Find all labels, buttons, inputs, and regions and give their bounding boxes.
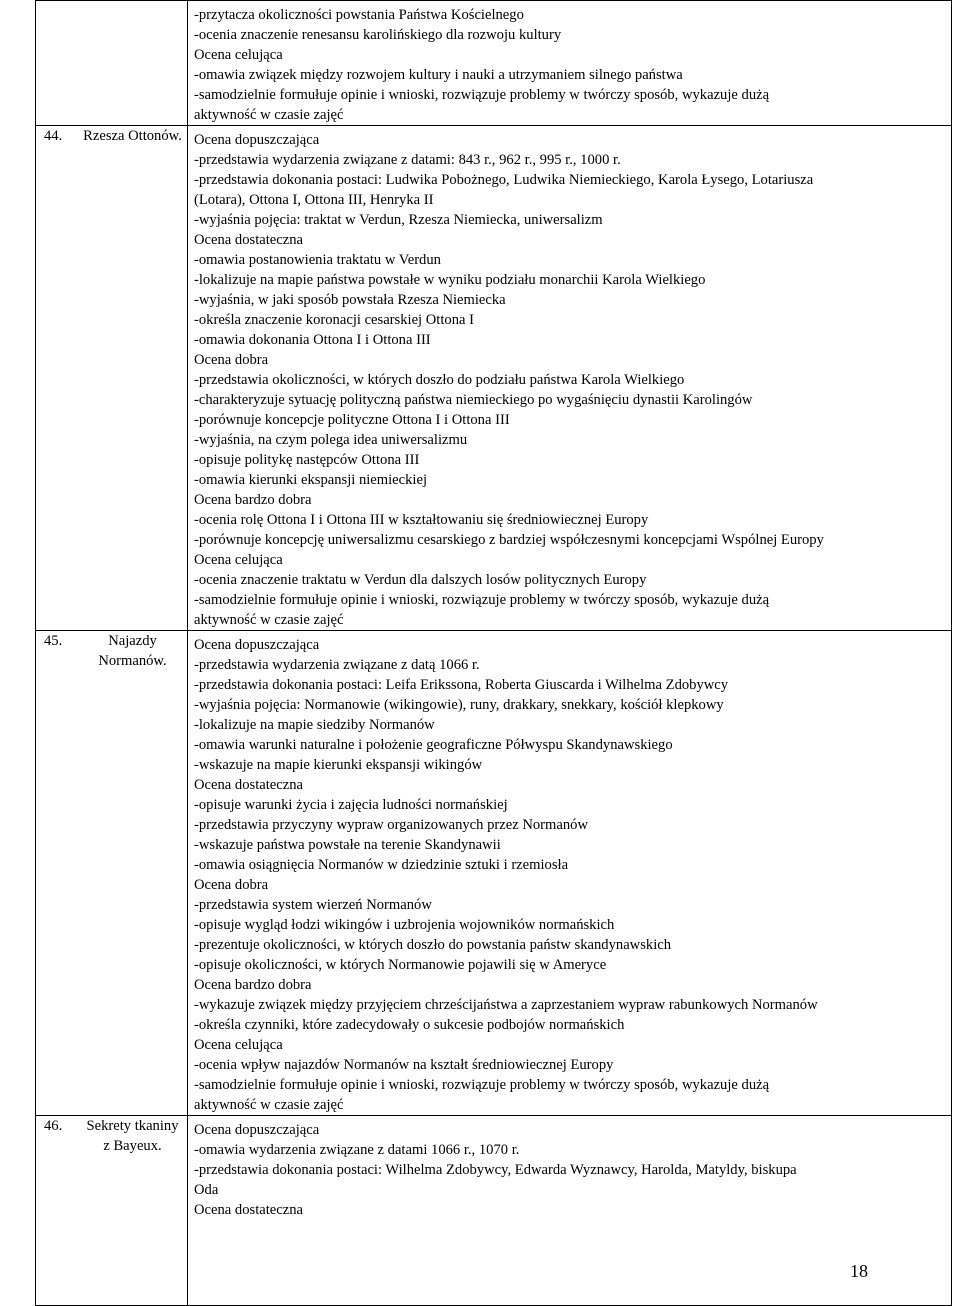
table-row — [36, 631, 952, 1116]
requirement-line: -omawia kierunki ekspansji niemieckiej — [194, 472, 428, 488]
requirement-line: -samodzielnie formułuje opinie i wnioski, rozwiązuje problemy w twórczy sposób, wykazuje dużą — [194, 1077, 770, 1093]
lesson-number: 44. — [44, 128, 63, 144]
requirement-line: Ocena dostateczna — [194, 777, 303, 793]
requirement-line: -przedstawia wydarzenia związane z datą 1066 r. — [194, 657, 480, 673]
page-number: 18 — [850, 1261, 868, 1281]
table-body — [36, 1, 952, 1306]
requirement-line: -opisuje warunki życia i zajęcia ludności normańskiej — [194, 797, 508, 813]
requirement-line: -omawia postanowienia traktatu w Verdun — [194, 252, 441, 268]
requirement-line: -wyjaśnia, na czym polega idea uniwersalizmu — [194, 432, 468, 448]
requirement-line: Ocena celująca — [194, 47, 283, 63]
requirement-line: aktywność w czasie zajęć — [194, 612, 344, 628]
requirement-line: Ocena celująca — [194, 552, 283, 568]
requirement-line: -ocenia znaczenie renesansu karolińskiego dla rozwoju kultury — [194, 27, 562, 43]
requirement-line: -wskazuje na mapie kierunki ekspansji wikingów — [194, 757, 483, 773]
requirement-line: -ocenia rolę Ottona I i Ottona III w kształtowaniu się średniowiecznej Europy — [194, 512, 649, 528]
lesson-cell — [36, 631, 188, 1116]
requirements-cell — [188, 1116, 952, 1306]
requirement-line: -przedstawia wydarzenia związane z datami: 843 r., 962 r., 995 r., 1000 r. — [194, 152, 621, 168]
requirement-line: -opisuje okoliczności, w których Normanowie pojawili się w Ameryce — [194, 957, 607, 973]
requirement-line: -przedstawia dokonania postaci: Ludwika Pobożnego, Ludwika Niemieckiego, Karola Łysego, Lotariusza — [194, 172, 814, 188]
requirement-line: -przedstawia dokonania postaci: Wilhelma Zdobywcy, Edwarda Wyznawcy, Harolda, Matyldy, biskupa — [194, 1162, 797, 1178]
requirement-line: -prezentuje okoliczności, w których doszło do powstania państw skandynawskich — [194, 937, 672, 953]
requirement-line: Ocena celująca — [194, 1037, 283, 1053]
requirement-line: (Lotara), Ottona I, Ottona III, Henryka II — [194, 192, 434, 208]
requirement-line: -samodzielnie formułuje opinie i wnioski, rozwiązuje problemy w twórczy sposób, wykazuje dużą — [194, 592, 770, 608]
requirement-line: -przedstawia system wierzeń Normanów — [194, 897, 432, 913]
requirements-list — [188, 1, 951, 125]
requirement-line: -porównuje koncepcję uniwersalizmu cesarskiego z bardziej współczesnymi koncepcjami Wspólnej Europy — [194, 532, 824, 548]
requirements-cell — [188, 1, 952, 126]
requirement-line: -charakteryzuje sytuację polityczną państwa niemieckiego po wygaśnięciu dynastii Karolingów — [194, 392, 753, 408]
lesson-cell — [36, 1116, 188, 1306]
requirement-line: -lokalizuje na mapie siedziby Normanów — [194, 717, 435, 733]
requirement-line: -wykazuje związek między przyjęciem chrześcijaństwa a zaprzestaniem wypraw rabunkowych Normanów — [194, 997, 818, 1013]
requirements-list — [188, 1116, 951, 1220]
requirement-line: -przedstawia dokonania postaci: Leifa Erikssona, Roberta Giuscarda i Wilhelma Zdobywcy — [194, 677, 729, 693]
requirements-list — [188, 126, 951, 630]
requirement-line: aktywność w czasie zajęć — [194, 107, 344, 123]
requirement-line: -opisuje politykę następców Ottona III — [194, 452, 420, 468]
requirement-line: Oda — [194, 1182, 219, 1198]
requirement-line: -wskazuje państwa powstałe na terenie Skandynawii — [194, 837, 501, 853]
requirement-line: -opisuje wygląd łodzi wikingów i uzbrojenia wojowników normańskich — [194, 917, 615, 933]
requirement-line: Ocena dopuszczająca — [194, 1122, 320, 1138]
lesson-number: 45. — [44, 633, 63, 649]
requirement-line: Ocena dostateczna — [194, 232, 303, 248]
lesson-topic: Sekrety tkaniny z Bayeux. — [86, 1118, 179, 1154]
requirement-line: Ocena dopuszczająca — [194, 132, 320, 148]
requirement-line: -omawia dokonania Ottona I i Ottona III — [194, 332, 431, 348]
requirement-line: Ocena bardzo dobra — [194, 977, 312, 993]
requirement-line: -wyjaśnia, w jaki sposób powstała Rzesza Niemiecka — [194, 292, 506, 308]
requirement-line: -określa czynniki, które zadecydowały o sukcesie podbojów normańskich — [194, 1017, 625, 1033]
grading-table — [35, 0, 952, 1306]
requirement-line: -omawia osiągnięcia Normanów w dziedzinie sztuki i rzemiosła — [194, 857, 569, 873]
table-row — [36, 126, 952, 631]
requirements-cell — [188, 631, 952, 1116]
requirement-line: Ocena dobra — [194, 352, 269, 368]
requirement-line: -lokalizuje na mapie państwa powstałe w wyniku podziału monarchii Karola Wielkiego — [194, 272, 706, 288]
requirement-line: -wyjaśnia pojęcia: traktat w Verdun, Rzesza Niemiecka, uniwersalizm — [194, 212, 603, 228]
requirements-list — [188, 631, 951, 1115]
requirement-line: Ocena dostateczna — [194, 1202, 303, 1218]
requirement-line: aktywność w czasie zajęć — [194, 1097, 344, 1113]
requirement-line: -wyjaśnia pojęcia: Normanowie (wikingowie), runy, drakkary, snekkary, kościół klepkowy — [194, 697, 724, 713]
requirement-line: -przytacza okoliczności powstania Państwa Kościelnego — [194, 7, 524, 23]
requirement-line: Ocena dobra — [194, 877, 269, 893]
requirement-line: -omawia warunki naturalne i położenie geograficzne Półwyspu Skandynawskiego — [194, 737, 673, 753]
table-row — [36, 1, 952, 126]
requirements-cell — [188, 126, 952, 631]
requirement-line: -porównuje koncepcje polityczne Ottona I i Ottona III — [194, 412, 510, 428]
requirement-line: -omawia wydarzenia związane z datami 1066 r., 1070 r. — [194, 1142, 520, 1158]
requirement-line: Ocena bardzo dobra — [194, 492, 312, 508]
requirement-line: -ocenia wpływ najazdów Normanów na kształt średniowiecznej Europy — [194, 1057, 614, 1073]
requirement-line: -samodzielnie formułuje opinie i wnioski, rozwiązuje problemy w twórczy sposób, wykazuje dużą — [194, 87, 770, 103]
table-row — [36, 1116, 952, 1306]
requirement-line: -omawia związek między rozwojem kultury i nauki a utrzymaniem silnego państwa — [194, 67, 683, 83]
requirement-line: Ocena dopuszczająca — [194, 637, 320, 653]
requirement-line: -określa znaczenie koronacji cesarskiej Ottona I — [194, 312, 474, 328]
lesson-topic: Najazdy Normanów. — [98, 633, 167, 669]
lesson-cell — [36, 126, 188, 631]
requirement-line: -przedstawia przyczyny wypraw organizowanych przez Normanów — [194, 817, 589, 833]
requirement-line: -ocenia znaczenie traktatu w Verdun dla dalszych losów politycznych Europy — [194, 572, 647, 588]
requirement-line: -przedstawia okoliczności, w których doszło do podziału państwa Karola Wielkiego — [194, 372, 685, 388]
lesson-number: 46. — [44, 1118, 63, 1134]
lesson-cell — [36, 1, 188, 126]
lesson-topic: Rzesza Ottonów. — [83, 128, 182, 144]
